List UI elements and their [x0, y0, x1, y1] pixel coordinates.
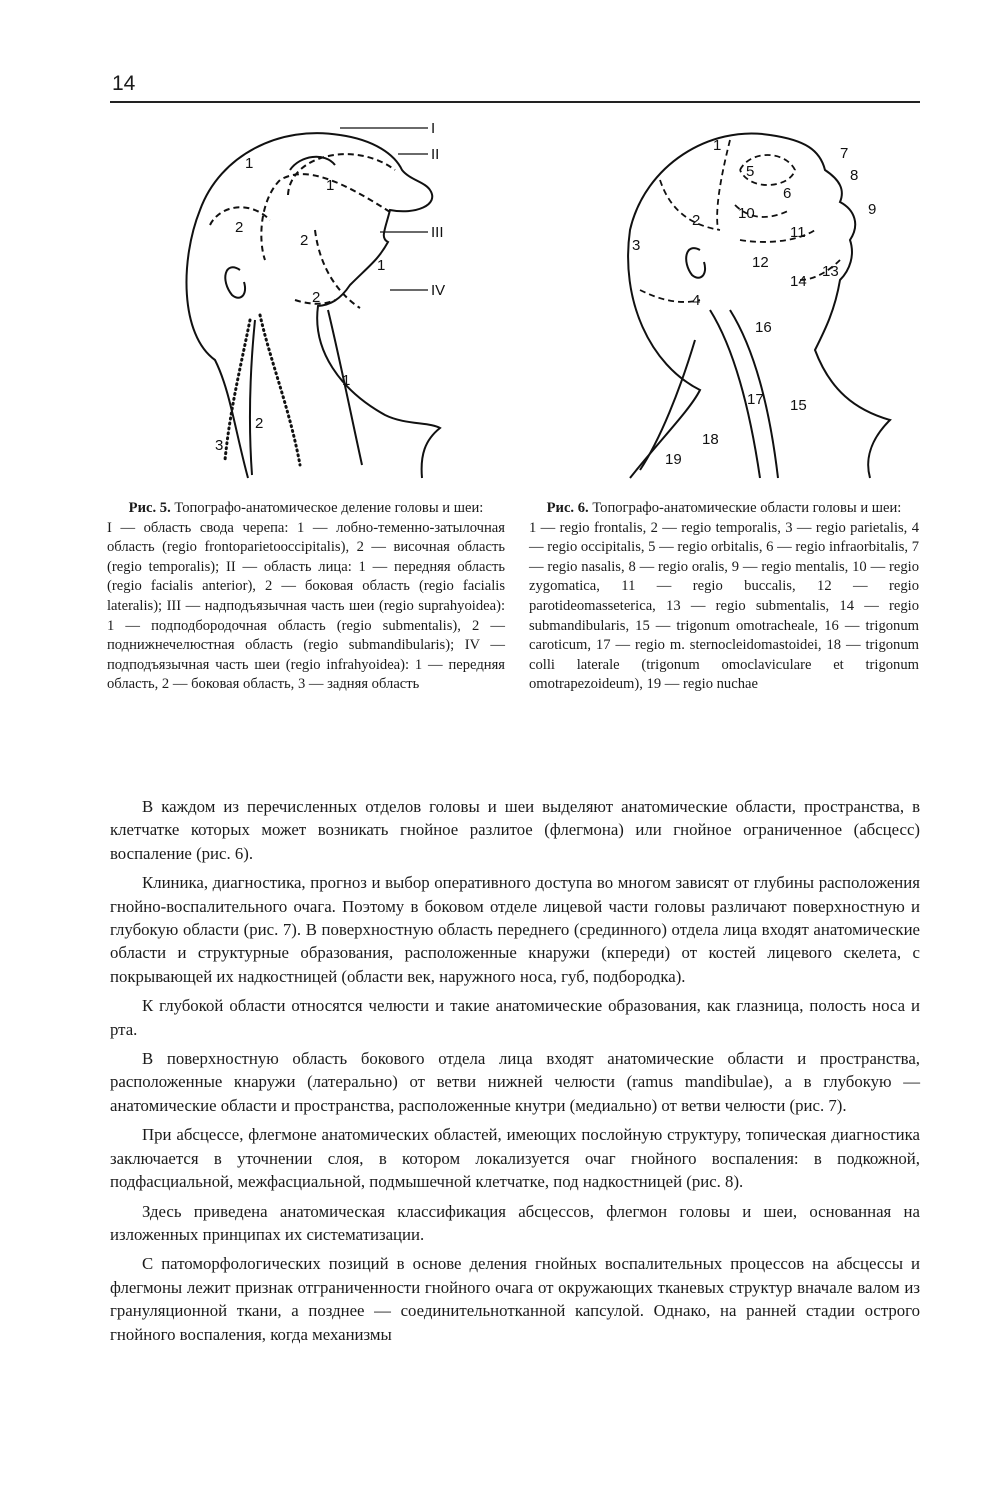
figure-5-caption-title: Топографо-анатомическое деление головы и шеи: [174, 500, 484, 516]
fig5-neck-left [250, 320, 255, 475]
figure-6-caption-body: 1 — regio frontalis, 2 — regio temporalis, 3 — regio parietalis, 4 — regio occipitalis, 5 — regio orbitalis, 6 — regio infraorbitalis, 7 — regio nasalis, 8 — regio oralis, 9 — regio mentalis, 10 — regio zygomatica, 11 — regio buccalis, 12 — regio parotideomasseterica, 13 — regio submentalis, 14 — regio submandibularis, 15 — trigonum omotracheale, 16 — trigonum caroticum, 17 — regio m. sternocleidomastoidei, 18 — trigonum colli laterale (trigonum omoclaviculare et trigonum omotrapezoideum), 19 — regio nuchae [529, 519, 919, 693]
fig5-sternocleido-line [260, 315, 300, 465]
figure-5-caption-label: Рис. 5. [128, 500, 171, 516]
figure-6-caption-label: Рис. 6. [546, 500, 589, 516]
fig6-label-6: 6 [783, 185, 792, 202]
fig5-label-2-temporal: 2 [235, 219, 244, 236]
fig6-label-9: 9 [868, 201, 877, 218]
figure-6 [600, 110, 900, 490]
fig5-ear [225, 267, 245, 297]
fig6-label-3: 3 [632, 237, 641, 254]
paragraph: Клиника, диагностика, прогноз и выбор оперативного доступа во многом зависят от глубины расположения гнойно-воспалительного очага. Поэтому в боковом отделе лицевой части головы различают поверхностную и глубокую области (рис. 7). В поверхностную область переднего (срединного) отдела лица входят анатомические области и структурные образования, расположенные кнаружи (кпереди) от костей лицевого скелета, с покрывающей их надкостницей (области век, наружного носа, губ, подбородка). [110, 873, 920, 986]
fig6-label-16: 16 [755, 319, 772, 336]
fig6-label-1: 1 [713, 137, 722, 154]
paragraph: В каждом из перечисленных отделов головы и шеи выделяют анатомические области, пространства, в клетчатке которых может возникать гнойное разлитое (флегмона) или гнойное ограниченное (абсцесс) воспаление (рис. 6). [110, 797, 920, 863]
fig6-label-2: 2 [692, 212, 701, 229]
body-text [110, 795, 920, 1352]
paragraph: С патоморфологических позиций в основе деления гнойных воспалительных процессов на абсцессы и флегмоны лежит признак отграниченности гнойного очага от окружающих тканевых структур вначале валом из грануляционной ткани, а позднее — соединительнотканной капсулой. Однако, на ранней стадии острого гнойного воспаления, когда механизмы [110, 1254, 920, 1344]
fig5-label-2-sub: 2 [312, 289, 321, 306]
fig6-label-12: 12 [752, 254, 769, 271]
fig5-eye-region [290, 157, 335, 170]
paragraph: При абсцессе, флегмоне анатомических областей, имеющих послойную структуру, топическая диагностика заключается в уточнении слоя, в котором локализуется очаг гнойного воспаления: в подкожной, подфасциальной, межфасциальной, подмышечной клетчатке, под надкостницей (рис. 8). [110, 1125, 920, 1192]
figure-5 [140, 110, 485, 490]
figure-6-drawing [600, 110, 900, 490]
fig5-label-3-neck: 3 [215, 437, 224, 454]
fig6-label-4: 4 [692, 292, 701, 309]
fig5-region-III-line [315, 230, 360, 308]
fig5-label-I: I [431, 120, 436, 137]
fig5-label-1-face: 1 [326, 177, 335, 194]
fig6-label-14: 14 [790, 273, 807, 290]
fig6-label-8: 8 [850, 167, 859, 184]
header-rule [110, 101, 920, 103]
fig6-label-5: 5 [746, 163, 755, 180]
fig6-label-13: 13 [822, 263, 839, 280]
fig5-label-IV: IV [431, 282, 446, 299]
fig5-label-1-top: 1 [245, 155, 254, 172]
paragraph: В поверхностную область бокового отдела лица входят анатомические области и пространства, расположенные кнаружи (латерально) от ветви нижней челюсти (ramus mandibulae), а в глубокую — анатомические области и пространства, расположенные кнутри (медиально) от ветви челюсти (рис. 7). [110, 1049, 920, 1115]
fig5-label-2-side: 2 [300, 232, 309, 249]
fig6-occipital-line [640, 290, 700, 302]
paragraph: К глубокой области относятся челюсти и такие анатомические образования, как глазница, полость носа и рта. [110, 996, 920, 1039]
fig6-label-18: 18 [702, 431, 719, 448]
fig6-label-11: 11 [790, 224, 806, 241]
fig6-label-7: 7 [840, 145, 849, 162]
figure-5-drawing [140, 110, 485, 490]
fig5-label-1-neck: 1 [342, 372, 351, 389]
fig6-label-15: 15 [790, 397, 807, 414]
fig5-label-1-chin: 1 [377, 257, 386, 274]
fig6-temporal-line [660, 180, 720, 230]
fig6-label-17: 17 [747, 391, 764, 408]
fig6-ear [686, 248, 705, 278]
fig5-label-III: III [431, 224, 444, 241]
fig6-head-outline [628, 133, 890, 478]
figure-6-caption-title: Топографо-анатомические области головы и шеи: [592, 500, 902, 516]
paragraph: Здесь приведена анатомическая классификация абсцессов, флегмон головы и шеи, основанная на изложенных принципах их систематизации. [110, 1201, 920, 1244]
fig6-label-19: 19 [665, 451, 682, 468]
fig5-label-2-neck: 2 [255, 415, 264, 432]
fig5-label-II: II [431, 146, 440, 163]
figure-5-caption-body: I — область свода черепа: 1 — лобно-теменно-затылочная область (regio frontoparietooccipitalis), 2 — височная область (regio temporalis); II — область лица: 1 — передняя область (regio facialis anterior), 2 — боковая область (regio facialis lateralis); III — надподъязычная часть шеи (regio suprahyoidea): 1 — подподбородочная область (regio submentalis), 2 — поднижнечелюстная область (regio submandibularis); IV — подподъязычная часть шеи (regio infrahyoidea): 1 — передняя область, 2 — боковая область, 3 — задняя область [107, 519, 505, 693]
figure-6-caption [529, 499, 919, 695]
fig6-label-10: 10 [738, 205, 755, 222]
page-number: 14 [112, 72, 136, 95]
figure-5-caption [107, 499, 505, 695]
